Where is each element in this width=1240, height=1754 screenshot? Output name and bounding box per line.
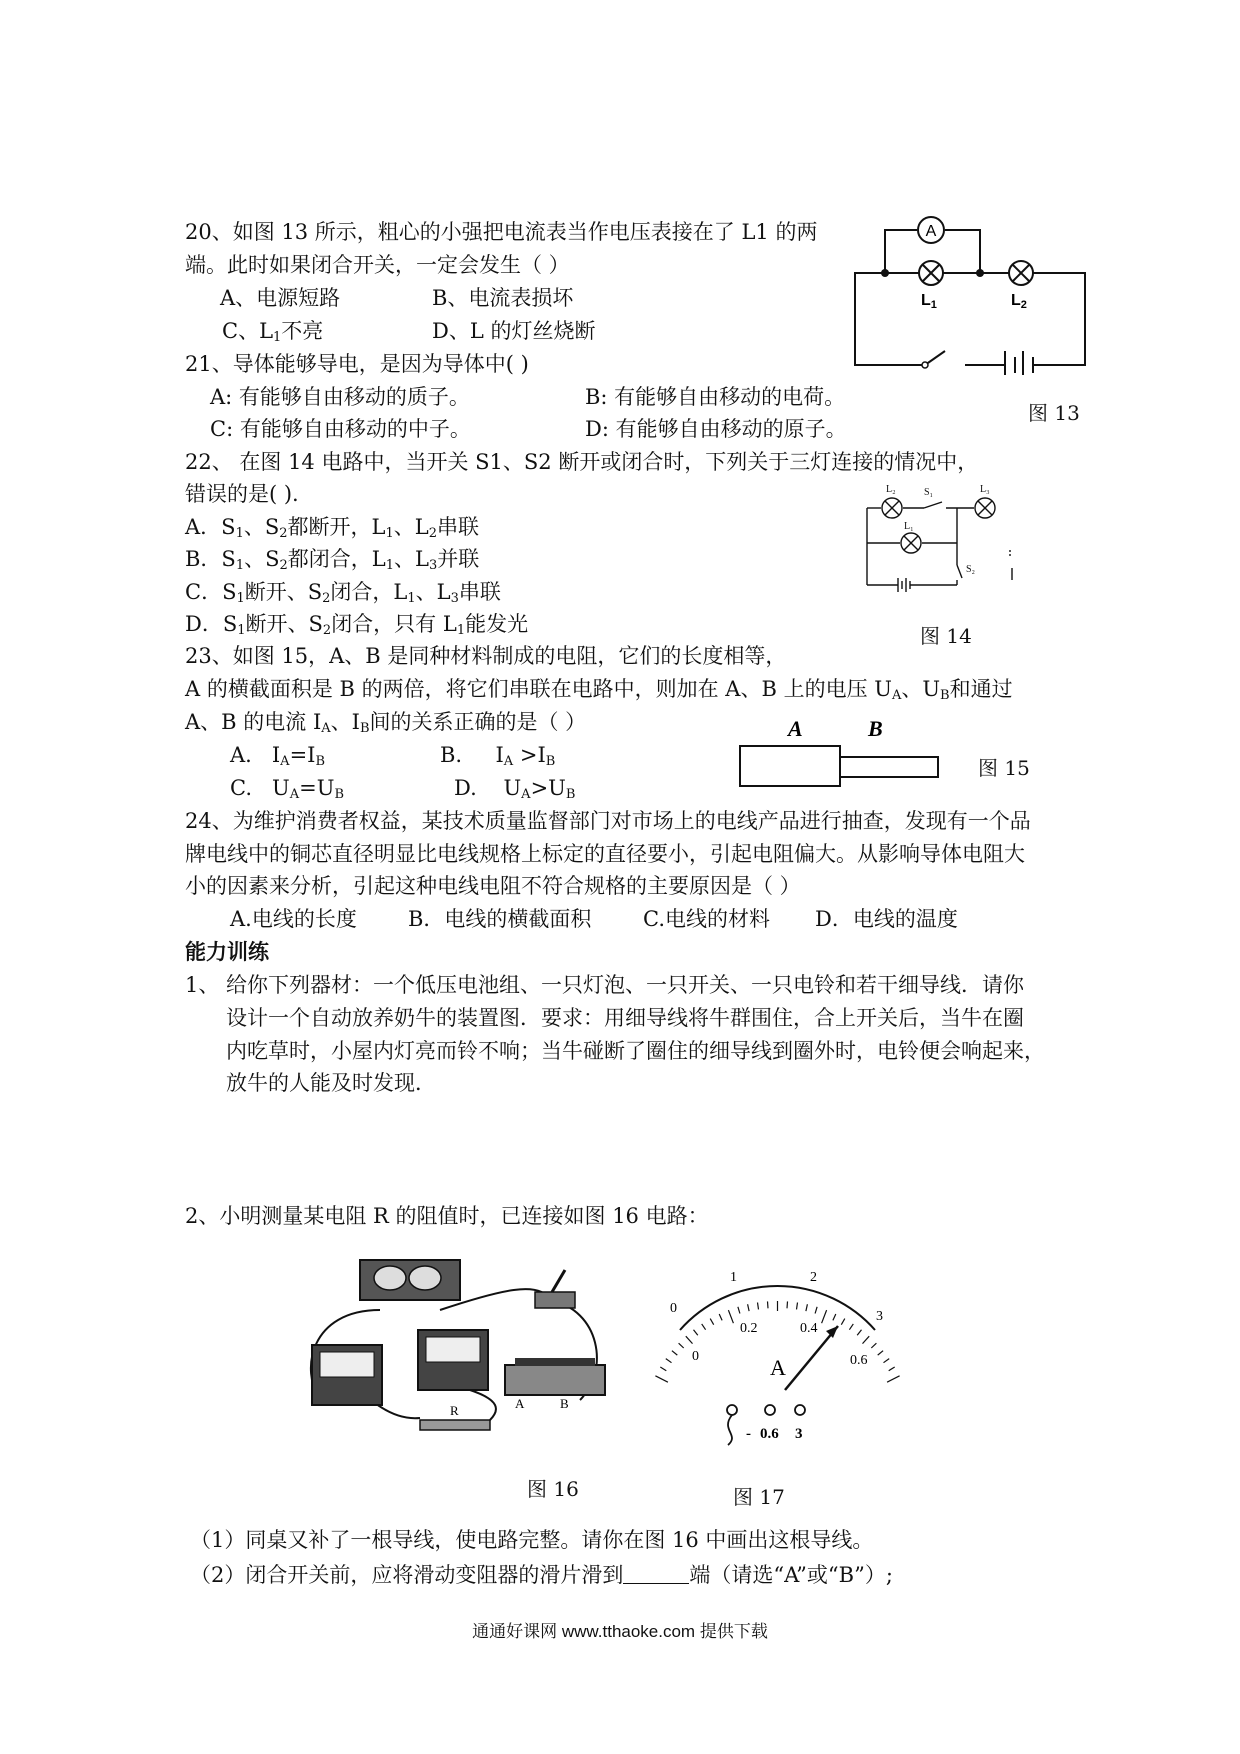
figure-14-caption: 图 14 <box>920 624 972 648</box>
dial-tick <box>797 1303 798 1310</box>
q21-option-d: D: 有能够自由移动的原子。 <box>585 417 847 441</box>
subq-2: （2）闭合开关前，应将滑动变阻器的滑片滑到 端（请选“A”或“B”）; <box>190 1563 893 1587</box>
outer-tick-0: 0 <box>670 1301 677 1316</box>
outer-tick-1: 1 <box>730 1270 737 1285</box>
dial-tick <box>841 1319 845 1325</box>
fig16-label-b: B <box>560 1396 569 1411</box>
dial-tick <box>686 1336 693 1343</box>
inner-tick-06: 0.6 <box>850 1353 868 1368</box>
q20-line2: 端。此时如果闭合开关，一定会发生（ ） <box>185 253 570 277</box>
q24-option-d: D．电线的温度 <box>815 907 958 931</box>
dial-tick <box>787 1301 788 1308</box>
q24-line2: 牌电线中的铜芯直径明显比电线规格上标定的直径要小，引起电阻偏大。从影响导体电阻大 <box>185 842 1025 866</box>
fig14-s1-label: S₁ <box>924 487 934 498</box>
fig15-label-b: B <box>868 716 883 741</box>
figure-13-caption: 图 13 <box>1028 401 1080 425</box>
dial-tick <box>878 1351 883 1355</box>
q24-option-c: C.电线的材料 <box>643 907 770 931</box>
dial-tick <box>679 1343 684 1348</box>
p1-line4: 放牛的人能及时发现． <box>226 1071 436 1095</box>
dial-tick <box>728 1310 733 1323</box>
dial-tick <box>719 1314 722 1320</box>
dial-tick <box>672 1351 677 1355</box>
dial-tick <box>815 1307 817 1314</box>
dial-tick <box>702 1324 706 1330</box>
dial-tick <box>849 1324 853 1330</box>
figure-17-caption: 图 17 <box>733 1485 785 1509</box>
fig14-s2-label: S₂ <box>966 564 976 575</box>
q20-option-d: D、L 的灯丝烧断 <box>432 319 596 343</box>
q20-option-b: B、电流表损坏 <box>432 286 574 310</box>
inner-tick-04: 0.4 <box>800 1321 818 1336</box>
figure-17-ammeter-dial <box>650 1260 900 1450</box>
p1-line1: 给你下列器材：一个低压电池组、一只灯泡、一只开关、一只电铃和若干细导线．请你 <box>226 973 1024 997</box>
q20-line1: 20、如图 13 所示，粗心的小强把电流表当作电压表接在了 L1 的两 <box>185 220 818 244</box>
dial-tick <box>655 1376 668 1382</box>
terminal-06: 0.6 <box>760 1426 779 1442</box>
dial-tick <box>833 1314 836 1320</box>
q23-option-d: D. $U_A>U_B$ <box>454 776 576 802</box>
dial-tick <box>660 1367 666 1371</box>
dial-tick <box>666 1359 672 1363</box>
inner-tick-02: 0.2 <box>740 1321 758 1336</box>
fig16-label-a: A <box>515 1396 525 1411</box>
figure-13-circuit <box>845 205 1095 375</box>
q23-option-a: A. $I_A=I_B$ <box>230 743 326 769</box>
inner-tick-0: 0 <box>692 1349 699 1364</box>
page-footer: 通通好课网 www.tthaoke.com 提供下载 <box>472 1622 768 1641</box>
q22-option-b: B．$S_1$、$S_2$都闭合，$L_1$、$L_3$并联 <box>185 547 480 573</box>
dial-tick <box>871 1343 876 1348</box>
fig14-l3-label: L₃ <box>980 484 990 495</box>
dial-tick <box>822 1310 827 1323</box>
subq-1: （1）同桌又补了一根导线，使电路完整。请你在图 16 中画出这根导线。 <box>190 1528 874 1552</box>
q24-option-b: B．电线的横截面积 <box>408 907 592 931</box>
answer-blank[interactable] <box>623 1563 689 1584</box>
figure-15-caption: 图 15 <box>978 756 1030 780</box>
p2-stem: 2、小明测量某电阻 R 的阻值时，已连接如图 16 电路： <box>185 1204 709 1228</box>
terminal-neg: - <box>746 1426 751 1442</box>
dial-tick <box>738 1307 740 1314</box>
lamp-l1-label: L1 <box>921 292 937 311</box>
q24-line1: 24、为维护消费者权益，某技术质量监督部门对市场上的电线产品进行抽查，发现有一个品 <box>185 809 1031 833</box>
q22-line2: 错误的是( ). <box>185 482 299 506</box>
figure-15-resistors <box>738 712 958 790</box>
dial-tick <box>857 1330 861 1336</box>
fig16-label-r: R <box>450 1403 459 1418</box>
q21-stem: 21、导体能够导电，是因为导体中( ) <box>185 352 529 376</box>
q23-option-b: B. $I_A >I_B$ <box>440 743 556 769</box>
p1-line2: 设计一个自动放养奶牛的装置图．要求：用细导线将牛群围住，合上开关后，当牛在圈 <box>226 1006 1024 1030</box>
ammeter-symbol: A <box>925 223 937 240</box>
q21-option-a: A: 有能够自由移动的质子。 <box>210 385 470 409</box>
fig15-label-a: A <box>788 716 803 741</box>
q22-option-d: D．$S_1$断开、$S_2$闭合，只有 $L_1$能发光 <box>185 612 529 638</box>
terminal-3: 3 <box>795 1426 803 1442</box>
q23-line2: A 的横截面积是 B 的两倍，将它们串联在电路中，则加在 A、B 上的电压 $U_A$、$U_B$和通过 <box>185 677 1013 703</box>
q21-option-b: B: 有能够自由移动的电荷。 <box>585 385 846 409</box>
lamp-l2-label: L2 <box>1011 292 1027 311</box>
dial-tick <box>710 1319 714 1325</box>
outer-tick-3: 3 <box>876 1309 883 1324</box>
section-heading: 能力训练 <box>185 939 269 964</box>
q23-line3: A、B 的电流 $I_A$、$I_B$间的关系正确的是（ ） <box>185 710 587 736</box>
q22-option-a: A．$S_1$、$S_2$都断开，$L_1$、$L_2$串联 <box>185 515 479 541</box>
q20-option-c: C、$L_1$不亮 <box>222 319 324 345</box>
q24-option-a: A.电线的长度 <box>230 907 357 931</box>
fig14-l2-label: L₂ <box>886 484 896 495</box>
q24-line3: 小的因素来分析，引起这种电线电阻不符合规格的主要原因是（ ） <box>185 874 801 898</box>
figure-14-circuit <box>862 480 1022 592</box>
fig17-unit: A <box>770 1355 786 1380</box>
q20-option-a: A、电源短路 <box>220 286 341 310</box>
q21-option-c: C: 有能够自由移动的中子。 <box>210 417 471 441</box>
p1-number: 1、 <box>185 973 220 997</box>
dial-tick <box>884 1359 890 1363</box>
dial-tick <box>806 1304 808 1311</box>
dial-tick <box>863 1336 870 1343</box>
dial-tick <box>887 1376 900 1382</box>
dial-tick <box>889 1367 895 1371</box>
outer-tick-2: 2 <box>810 1270 817 1285</box>
q23-option-c: C. $U_A=U_B$ <box>230 776 344 802</box>
dial-tick <box>758 1303 759 1310</box>
figure-16-apparatus <box>300 1250 630 1450</box>
dial-tick <box>748 1304 750 1311</box>
figure-16-caption: 图 16 <box>527 1477 579 1501</box>
q22-option-c: C．$S_1$断开、$S_2$闭合，$L_1$、$L_3$串联 <box>185 580 501 606</box>
fig14-l1-label: L₁ <box>904 521 914 532</box>
dial-tick <box>768 1301 769 1308</box>
dial-tick <box>694 1330 698 1336</box>
q22-line1: 22、 在图 14 电路中，当开关 S1、S2 断开或闭合时，下列关于三灯连接的情况中， <box>185 450 979 474</box>
p1-line3: 内吃草时，小屋内灯亮而铃不响；当牛碰断了圈住的细导线到圈外时，电铃便会响起来， <box>226 1039 1045 1063</box>
q23-line1: 23、如图 15，A、B 是同种材料制成的电阻，它们的长度相等， <box>185 644 787 668</box>
